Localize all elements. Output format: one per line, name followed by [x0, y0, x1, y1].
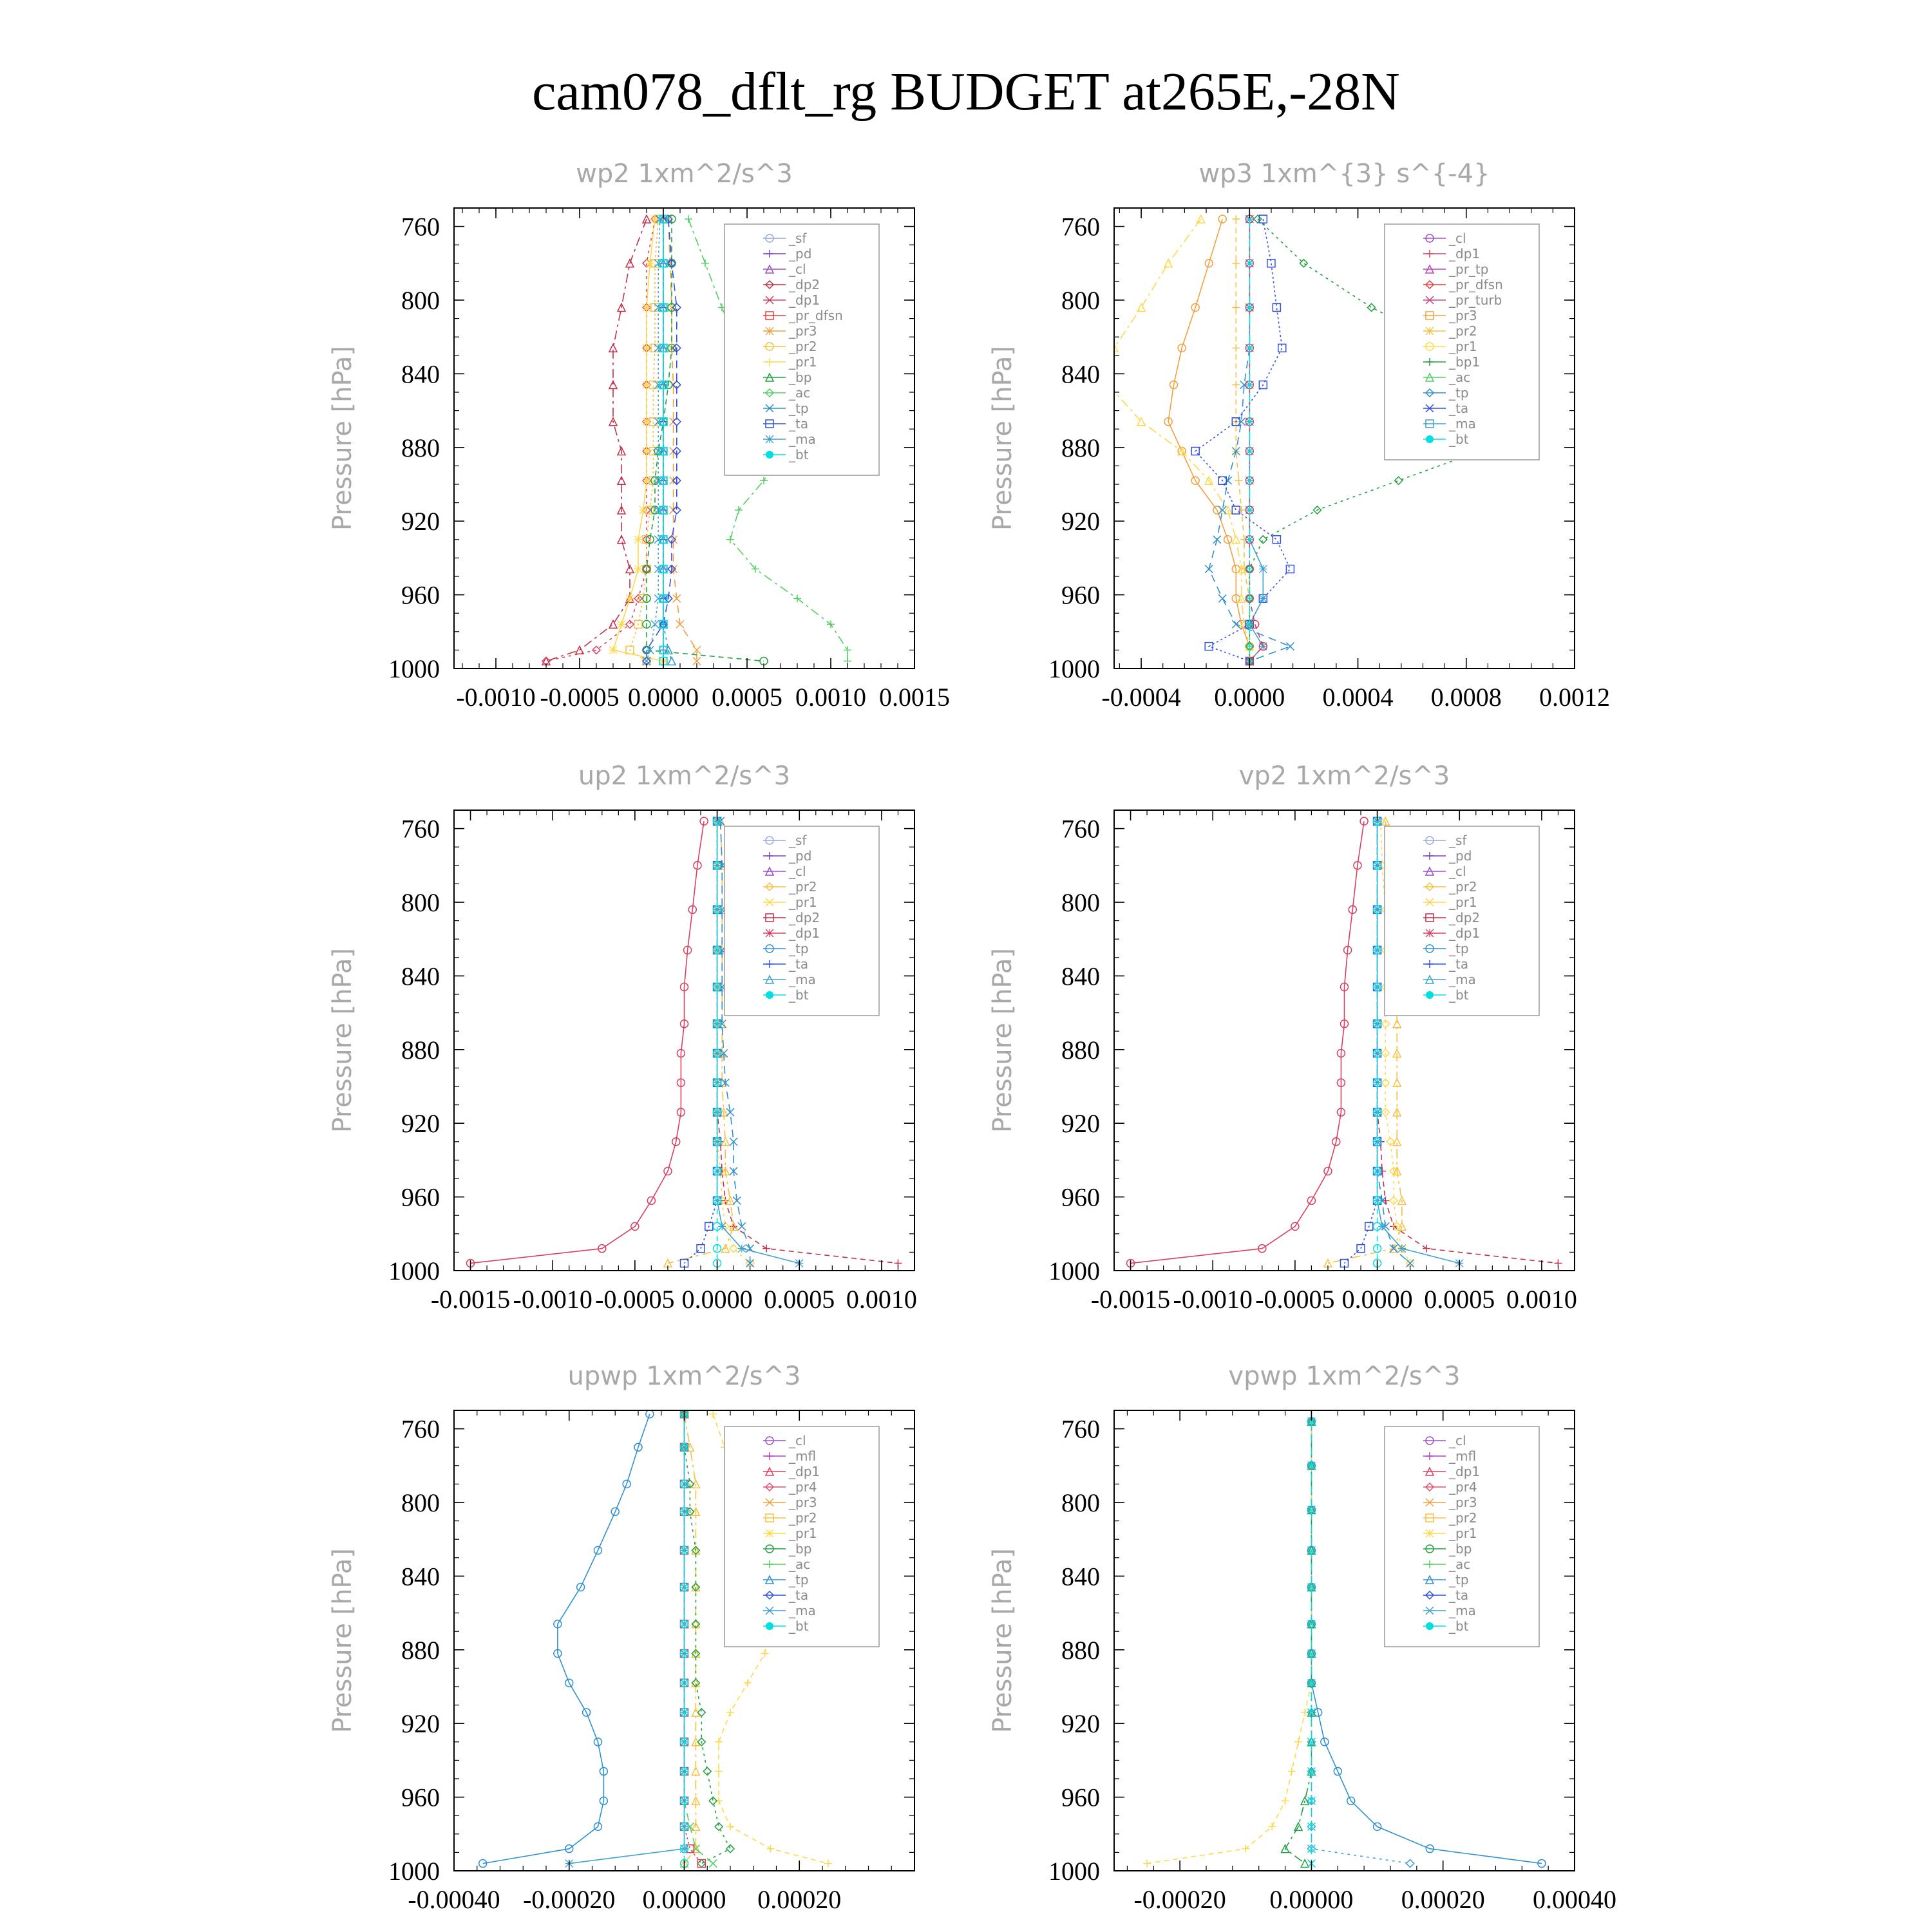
y-tick-label: 760 — [401, 1414, 440, 1444]
y-tick-label: 880 — [1061, 1035, 1100, 1065]
legend-entry: _pr_dfsn — [789, 308, 843, 323]
data-point — [643, 303, 650, 311]
legend-entry: _mfl — [789, 1448, 817, 1464]
series-line-pr3 — [668, 219, 697, 661]
x-tick-label: 0.0000 — [681, 1285, 753, 1314]
data-point — [1398, 1245, 1406, 1253]
data-point — [634, 565, 642, 573]
series-line-dp2 — [546, 219, 647, 661]
series-line-dp1 — [1131, 821, 1365, 1263]
x-tick-label: -0.00020 — [1133, 1885, 1226, 1914]
legend-entry: _bt — [789, 447, 809, 462]
legend-entry: _bp — [1449, 1541, 1472, 1557]
data-point — [1288, 1768, 1296, 1776]
data-point — [668, 658, 676, 665]
data-point — [1259, 215, 1267, 223]
legend-entry: _pr2 — [1449, 323, 1477, 339]
y-tick-label: 880 — [401, 1635, 440, 1665]
legend-entry: _bp — [789, 370, 812, 385]
legend — [1385, 1426, 1539, 1647]
panel-title: up2 1xm^2/s^3 — [578, 761, 791, 791]
series-line-ta — [1345, 821, 1378, 1263]
panel-2 — [988, 159, 1610, 712]
legend-entry: _pr1 — [1449, 895, 1477, 910]
y-tick-label: 1000 — [388, 1256, 440, 1285]
data-point — [1259, 594, 1267, 602]
data-point — [609, 646, 617, 654]
data-point — [1259, 536, 1267, 544]
x-tick-label: 0.0005 — [1424, 1285, 1495, 1314]
data-point — [643, 477, 650, 484]
y-tick-label: 960 — [401, 1783, 440, 1812]
series-line-pr1 — [1147, 1421, 1311, 1863]
legend-entry: _ma — [789, 1603, 816, 1618]
x-tick-label: 0.0008 — [1430, 683, 1502, 712]
data-point — [1294, 1738, 1302, 1746]
legend-entry: _ma — [1449, 416, 1476, 431]
x-tick-label: -0.00040 — [408, 1885, 500, 1914]
y-axis-label: Pressure [hPa] — [328, 1548, 357, 1733]
data-point — [1213, 536, 1221, 544]
panel-title: vpwp 1xm^2/s^3 — [1228, 1361, 1461, 1391]
legend-entry: _ta — [1449, 1587, 1469, 1603]
data-point — [715, 1768, 723, 1776]
y-tick-label: 880 — [1061, 433, 1100, 462]
x-tick-label: 0.00020 — [757, 1885, 842, 1914]
series-line-ta — [685, 821, 717, 1263]
legend-entry: _pr2 — [789, 339, 817, 354]
legend-entry: _pr3 — [789, 323, 817, 339]
x-tick-label: 0.0012 — [1539, 683, 1610, 712]
x-tick-label: -0.0015 — [1090, 1285, 1171, 1314]
data-point — [1235, 477, 1242, 484]
legend-entry: _dp2 — [789, 910, 820, 925]
legend-entry: _dp2 — [1449, 910, 1481, 925]
data-point — [1137, 303, 1145, 311]
y-tick-label: 920 — [1061, 1709, 1100, 1739]
x-tick-label: 0.0015 — [879, 683, 950, 712]
y-tick-label: 840 — [401, 1562, 440, 1591]
legend-entry: _tp — [1449, 1572, 1469, 1587]
data-point — [643, 344, 650, 352]
legend-entry: _sf — [789, 231, 807, 246]
figure-title: cam078_dflt_rg BUDGET at265E,-28N — [532, 62, 1400, 122]
y-tick-label: 840 — [401, 359, 440, 389]
legend-entry: _pd — [789, 848, 812, 864]
legend-entry: _pr1 — [1449, 1526, 1477, 1541]
y-tick-label: 920 — [401, 1709, 440, 1739]
data-point — [1218, 594, 1226, 602]
legend-marker — [766, 1530, 773, 1537]
legend-entry: _pr4 — [1449, 1479, 1477, 1495]
y-axis-label: Pressure [hPa] — [988, 346, 1018, 531]
y-tick-label: 920 — [1061, 507, 1100, 536]
legend-entry: _dp1 — [1449, 925, 1481, 941]
data-point — [646, 260, 654, 267]
legend-entry: _ma — [1449, 972, 1476, 987]
legend-entry: _ta — [789, 1587, 809, 1603]
legend-entry: _cl — [1449, 231, 1466, 246]
legend-entry: _ac — [789, 1557, 811, 1572]
legend-entry: _tp — [789, 401, 809, 416]
data-point — [1286, 565, 1294, 573]
legend-entry: _sf — [1449, 833, 1467, 848]
legend-entry: _dp2 — [789, 277, 820, 292]
legend-entry: _pr4 — [789, 1479, 817, 1495]
y-tick-label: 960 — [1061, 1182, 1100, 1212]
data-point — [1105, 381, 1113, 389]
legend-entry: _pr2 — [789, 879, 817, 895]
x-tick-label: 0.0000 — [1341, 1285, 1413, 1314]
data-point — [726, 1845, 734, 1853]
y-tick-label: 880 — [1061, 1635, 1100, 1665]
y-tick-label: 840 — [1061, 1562, 1100, 1591]
data-point — [1232, 381, 1240, 389]
y-axis-label: Pressure [hPa] — [328, 948, 357, 1133]
data-point — [1390, 1245, 1397, 1253]
legend-entry: _ac — [1449, 1557, 1471, 1572]
legend-entry: _pr3 — [789, 1495, 817, 1510]
y-tick-label: 960 — [401, 1182, 440, 1212]
y-tick-label: 760 — [1061, 1414, 1100, 1444]
data-point — [715, 1797, 723, 1804]
legend-entry: _pr2 — [789, 1510, 817, 1526]
x-tick-label: -0.0010 — [513, 1285, 592, 1314]
legend-entry: _sf — [789, 833, 807, 848]
legend-entry: _mfl — [1449, 1448, 1477, 1464]
y-tick-label: 800 — [1061, 1488, 1100, 1517]
legend-entry: _ac — [1449, 370, 1471, 385]
data-point — [643, 448, 650, 455]
data-point — [697, 1860, 705, 1868]
data-point — [1406, 1860, 1414, 1868]
data-point — [762, 1245, 770, 1253]
legend-entry: _cl — [1449, 1433, 1466, 1448]
y-tick-label: 800 — [401, 286, 440, 315]
y-tick-label: 960 — [1061, 580, 1100, 610]
data-point — [626, 565, 634, 573]
legend-entry: _ta — [1449, 956, 1469, 972]
legend-marker — [1426, 435, 1434, 443]
legend-entry: _dp1 — [789, 292, 820, 308]
x-tick-label: -0.0005 — [540, 683, 620, 712]
data-point — [715, 1738, 723, 1746]
y-tick-label: 1000 — [1048, 1256, 1100, 1285]
y-tick-label: 1000 — [388, 1857, 440, 1886]
legend-marker — [1426, 991, 1434, 999]
data-point — [643, 215, 650, 223]
x-tick-label: 0.0010 — [795, 683, 866, 712]
legend-entry: _ma — [789, 972, 816, 987]
data-point — [626, 594, 634, 602]
x-tick-label: 0.0005 — [712, 683, 782, 712]
panel-title: wp2 1xm^2/s^3 — [576, 159, 793, 189]
legend-entry: _cl — [789, 261, 806, 277]
series-line-pr2 — [685, 1414, 696, 1864]
data-point — [701, 260, 709, 267]
data-point — [1218, 215, 1226, 223]
y-tick-label: 1000 — [388, 654, 440, 683]
legend-entry: _pr1 — [789, 895, 817, 910]
series-line-ma — [569, 1414, 685, 1864]
data-point — [726, 536, 734, 544]
data-point — [761, 1650, 769, 1658]
data-point — [726, 1709, 734, 1716]
y-tick-label: 920 — [401, 507, 440, 536]
data-point — [767, 1845, 775, 1853]
x-tick-label: -0.0010 — [1173, 1285, 1253, 1314]
x-tick-label: -0.0010 — [456, 683, 536, 712]
legend-entry: _pr1 — [1449, 339, 1477, 354]
y-tick-label: 840 — [1061, 961, 1100, 991]
y-tick-label: 880 — [401, 1035, 440, 1065]
y-axis-label: Pressure [hPa] — [328, 346, 357, 531]
legend-marker — [1426, 1622, 1434, 1630]
y-tick-label: 920 — [1061, 1109, 1100, 1139]
panel-5 — [328, 1361, 914, 1914]
legend — [724, 224, 879, 475]
data-point — [1238, 506, 1245, 514]
legend-marker — [1426, 929, 1434, 937]
y-tick-label: 800 — [1061, 286, 1100, 315]
data-point — [715, 1823, 723, 1830]
data-point — [592, 646, 600, 654]
legend-entry: _pd — [1449, 848, 1472, 864]
legend-entry: _dp1 — [789, 925, 820, 941]
y-tick-label: 880 — [401, 433, 440, 462]
data-point — [726, 1823, 734, 1830]
data-point — [1232, 344, 1240, 352]
data-point — [1286, 643, 1294, 650]
y-tick-label: 800 — [401, 888, 440, 917]
legend-entry: _ta — [789, 956, 809, 972]
legend-entry: _bp — [789, 1541, 812, 1557]
y-tick-label: 760 — [401, 212, 440, 242]
x-tick-label: 0.0005 — [764, 1285, 835, 1314]
data-point — [643, 381, 650, 389]
data-point — [685, 215, 692, 223]
legend-marker — [766, 991, 773, 999]
legend-entry: _tp — [1449, 941, 1469, 956]
data-point — [709, 1860, 717, 1868]
legend-entry: _bt — [1449, 987, 1469, 1003]
data-point — [1423, 1245, 1430, 1253]
data-point — [709, 1410, 717, 1418]
series-line-ta — [1195, 219, 1290, 661]
data-point — [1301, 1860, 1309, 1868]
legend-marker — [766, 929, 773, 937]
y-tick-label: 960 — [1061, 1783, 1100, 1812]
legend-entry: _dp1 — [789, 1464, 820, 1479]
legend-entry: _pr1 — [789, 354, 817, 370]
legend-entry: _dp1 — [1449, 246, 1481, 261]
data-point — [1232, 303, 1240, 311]
legend-marker — [766, 451, 773, 459]
panel-3 — [328, 761, 917, 1314]
y-tick-label: 960 — [401, 580, 440, 610]
y-tick-label: 760 — [401, 814, 440, 844]
y-tick-label: 1000 — [1048, 654, 1100, 683]
data-point — [1224, 477, 1232, 484]
legend-entry: _cl — [789, 864, 806, 879]
panels — [328, 159, 1616, 1914]
x-tick-label: -0.0005 — [1255, 1285, 1335, 1314]
legend-entry: _tp — [1449, 385, 1469, 401]
y-tick-label: 840 — [401, 961, 440, 991]
legend-entry: _pr2 — [1449, 879, 1477, 895]
data-point — [844, 646, 851, 654]
data-point — [1205, 565, 1213, 573]
data-point — [1282, 1797, 1289, 1804]
legend-marker — [766, 435, 773, 443]
legend — [724, 826, 879, 1016]
data-point — [1259, 565, 1267, 573]
legend-entry: _pr_dfsn — [1449, 277, 1503, 292]
data-point — [1143, 1860, 1151, 1868]
y-tick-label: 800 — [401, 1488, 440, 1517]
legend-entry: _pr_turb — [1449, 292, 1502, 308]
legend — [1385, 826, 1539, 1016]
legend-entry: _bt — [1449, 431, 1469, 447]
legend-entry: _bt — [789, 1618, 809, 1634]
legend-entry: _ac — [789, 385, 811, 401]
data-point — [1254, 215, 1262, 223]
panel-title: wp3 1xm^{3} s^{-4} — [1198, 159, 1490, 189]
legend-marker — [1426, 1530, 1434, 1537]
panel-title: upwp 1xm^2/s^3 — [567, 1361, 801, 1391]
data-point — [735, 506, 743, 514]
series-line-tp — [483, 1414, 650, 1864]
legend-entry: _ta — [789, 416, 809, 431]
x-tick-label: -0.0004 — [1101, 683, 1181, 712]
x-tick-label: 0.00020 — [1401, 1885, 1485, 1914]
x-tick-label: 0.00000 — [642, 1885, 726, 1914]
legend-entry: _ma — [789, 431, 816, 447]
legend-entry: _cl — [789, 1433, 806, 1448]
data-point — [824, 1860, 832, 1868]
panel-1 — [328, 159, 950, 712]
series-line-pr2 — [668, 821, 734, 1263]
x-tick-label: 0.0010 — [1506, 1285, 1577, 1314]
x-tick-label: -0.00020 — [523, 1885, 616, 1914]
legend-entry: _dp1 — [1449, 1464, 1481, 1479]
data-point — [1232, 620, 1240, 628]
legend-entry: _pr_tp — [1449, 261, 1489, 277]
data-point — [1232, 260, 1240, 267]
data-point — [639, 506, 647, 514]
x-tick-label: 0.0004 — [1322, 683, 1394, 712]
y-tick-label: 800 — [1061, 888, 1100, 917]
panel-title: vp2 1xm^2/s^3 — [1238, 761, 1450, 791]
data-point — [1368, 303, 1376, 311]
legend-entry: _ma — [1449, 1603, 1476, 1618]
x-tick-label: -0.0015 — [430, 1285, 511, 1314]
data-point — [1273, 536, 1280, 544]
y-tick-label: 920 — [401, 1109, 440, 1139]
legend-entry: _pr3 — [1449, 308, 1477, 323]
y-axis-label: Pressure [hPa] — [988, 948, 1018, 1133]
data-point — [634, 536, 642, 544]
legend — [1385, 224, 1539, 460]
legend-entry: _pr2 — [1449, 1510, 1477, 1526]
legend-marker — [766, 327, 773, 335]
legend-entry: _tp — [789, 1572, 809, 1587]
legend-marker — [1426, 327, 1434, 335]
data-point — [1232, 215, 1240, 223]
x-tick-label: 0.00000 — [1269, 1885, 1354, 1914]
y-tick-label: 760 — [1061, 814, 1100, 844]
x-tick-label: 0.00040 — [1533, 1885, 1616, 1914]
y-tick-label: 760 — [1061, 212, 1100, 242]
data-point — [738, 1245, 746, 1253]
y-tick-label: 1000 — [1048, 1857, 1100, 1886]
series-line-pr1 — [1109, 219, 1250, 661]
x-tick-label: 0.0000 — [1214, 683, 1285, 712]
x-tick-label: 0.0010 — [846, 1285, 917, 1314]
legend-entry: _pr1 — [789, 1526, 817, 1541]
data-point — [697, 1860, 705, 1868]
data-point — [1197, 215, 1205, 223]
data-point — [618, 620, 625, 628]
data-point — [744, 1679, 752, 1687]
legend — [724, 1426, 879, 1647]
series-line-dp1 — [471, 821, 705, 1263]
legend-entry: _bp1 — [1449, 354, 1481, 370]
legend-entry: _pd — [789, 246, 812, 261]
data-point — [1395, 477, 1403, 484]
data-point — [643, 418, 650, 426]
panel-4 — [988, 761, 1577, 1314]
x-tick-label: 0.0000 — [628, 683, 699, 712]
y-tick-label: 840 — [1061, 359, 1100, 389]
legend-entry: _tp — [789, 941, 809, 956]
legend-entry: _pr3 — [1449, 1495, 1477, 1510]
legend-entry: _cl — [1449, 864, 1466, 879]
y-axis-label: Pressure [hPa] — [988, 1548, 1018, 1733]
legend-entry: _ta — [1449, 401, 1469, 416]
panel-6 — [988, 1361, 1616, 1914]
legend-entry: _bt — [1449, 1618, 1469, 1634]
legend-marker — [766, 1622, 773, 1630]
legend-entry: _bt — [789, 987, 809, 1003]
x-tick-label: -0.0005 — [595, 1285, 675, 1314]
data-point — [1164, 260, 1172, 267]
